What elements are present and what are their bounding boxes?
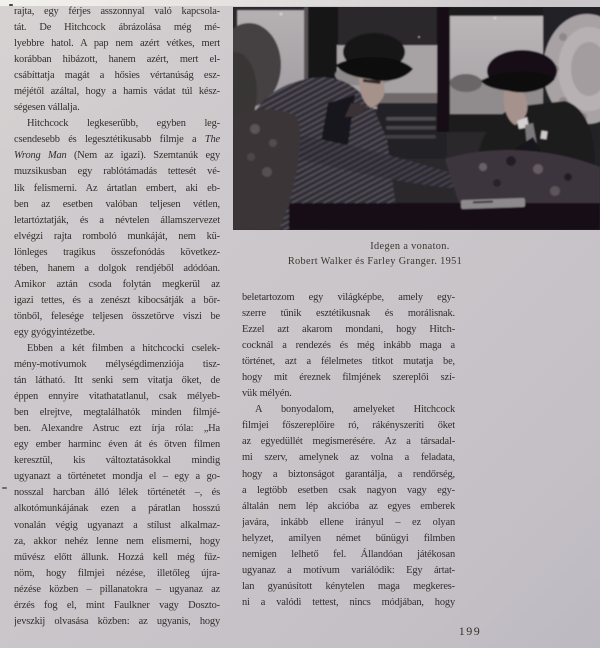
text-line: tát. De Hitchcock ábrázolása még mé- <box>14 22 220 34</box>
text-line: javára, inkább ellene irányul – ez olyan <box>242 516 455 528</box>
text-line: szerre tűnik esztétikusnak és morálisnak. <box>242 308 455 320</box>
text-line: A bonyodalom, amelyeket Hitchcock <box>255 404 455 416</box>
text-line: mi szerv, amelynek az volna a feladata, <box>242 452 455 464</box>
text-line: tében, hanem a dolgok rendjéből adódóan. <box>14 262 220 274</box>
text-line: alkotómunkájának ezen a páratlan hosszú <box>14 503 220 515</box>
text-line: vük mélyén. <box>242 388 292 400</box>
text-line: lan gyanúsított kénytelen maga megkeres- <box>242 580 455 592</box>
text-line: mény-motívumok mélységdimenziója tisz- <box>14 359 220 371</box>
pocket-square <box>540 131 547 140</box>
page-speck <box>9 4 13 6</box>
text-line: ugyanazt a történetet mondja el – egy a go- <box>14 471 220 483</box>
text-line: ugyanaz a motívum variálódik: Egy ártat- <box>242 564 455 576</box>
text-line: Ebben a két filmben a hitchcocki cselek- <box>27 342 220 354</box>
text-line: igazi tettes, és a zenészt kibocsátják a bör- <box>14 294 220 306</box>
text-line: Amikor aztán csoda folytán megkerül az <box>14 278 220 290</box>
text-line: ségesen vállalja. <box>14 102 80 114</box>
text-line: nézése közben – pillanatokra – ugyanaz az <box>14 583 220 595</box>
text-line: hogy a biztonságot garantálja, a rendőrség, <box>242 468 455 480</box>
text-line: ben az esetben valóban teljesen vétlen, <box>14 198 220 210</box>
photo-caption-title: Idegen a vonaton. <box>370 241 450 252</box>
text-line: rajta, egy férjes asszonnyal való kapcsola- <box>14 6 220 17</box>
text-line: Hitchcock legkeserűbb, egyben leg- <box>27 118 220 130</box>
text-line: nöm, hogy filmjei nézése, illetőleg újra- <box>14 567 220 579</box>
text-line: általán nem lép akcióba az egyes emberek <box>242 500 455 512</box>
text-line: nemigen lelhető fel. Állandóan játékosan <box>242 548 455 560</box>
text-line: csábíttatja magát a hősies vértanúság esz- <box>14 70 220 82</box>
text-line: helyzet, amilyen német bűnügyi filmben <box>242 532 455 544</box>
text-line: történet, azt a félelmetes titkot mutatja be, <box>242 356 455 368</box>
text-line: muzsikusban egy rablótámadás tettesét vé- <box>14 166 220 178</box>
text-line: ben. Alexandre Astruc ezt írja róla: „Ha <box>14 423 220 435</box>
text-line: Wrong Man (Nem az igazi). Szemtanúk egy <box>14 150 220 162</box>
text-line: tönből, felesége teljesen összetörve viszi be <box>14 310 220 322</box>
text-line: ni a valódi tettest, nincs módjában, hogy <box>242 596 455 608</box>
text-line: keresztül, kis változtatásokkal mindig <box>14 455 220 467</box>
text-line: jevszkij olvasása közben: az ugyanis, hogy <box>14 615 220 627</box>
text-line: egy gyógyintézetbe. <box>14 326 95 338</box>
photo-caption-credits: Robert Walker és Farley Granger. 1951 <box>287 256 463 267</box>
text-line: za, akkor nehéz lenne nem elismerni, hogy <box>14 535 220 547</box>
left-column <box>14 4 220 630</box>
film-still-photo <box>233 7 600 230</box>
page-speck <box>2 487 7 489</box>
text-line: korábban hibázott, hanem azért, mert el- <box>14 54 220 66</box>
text-line: az egyedüllét megismerésére. Az a társadal- <box>242 436 455 448</box>
right-column <box>242 290 455 611</box>
text-line: elvégzi rajta romboló munkáját, nem kü- <box>14 230 220 242</box>
text-line: a legtöbb esetben csak nagyon vagy egy- <box>242 484 455 496</box>
text-line: Ezzel azt akarom mondani, hogy Hitch- <box>242 324 455 336</box>
dust-speck <box>418 36 420 38</box>
text-line: lik felismerni. Az ártatlan embert, aki eb- <box>14 182 220 194</box>
text-line: cocknál a rendezés és még inkább maga a <box>242 340 455 352</box>
text-line: művész előtt állunk. Hozzá kell még fűz- <box>14 551 220 563</box>
film-still-illustration <box>233 7 600 230</box>
text-line: vonalán végig ugyanazt a stílust alkalmaz- <box>14 519 220 531</box>
text-line: éppen ennyire vitathatatlanul, csak mélyeb- <box>14 391 220 403</box>
page-number: 199 <box>458 624 482 638</box>
dust-speck <box>280 13 283 16</box>
text-line: egy ember harminc éven át és ötven filmen <box>14 439 220 451</box>
text-line: letartóztatják, és a névtelen államszervezet <box>14 214 220 226</box>
text-line: filmjei főszereplőire ró, rákényszeríti őket <box>242 420 455 432</box>
text-line: nosszal harcban álló lélek történetét –, és <box>14 487 220 499</box>
text-line: lönleges tragikus összefonódás következ- <box>14 246 220 258</box>
text-line: hogy mit éreznek filmjének szereplői szí- <box>242 372 455 384</box>
text-line: lyebbre hatol. A pap nem azért vétkes, mert <box>14 38 220 50</box>
text-line: beletartozom egy világképbe, amely egy- <box>242 292 455 303</box>
text-line: ben elrejtve, megtalálhatók minden filmjé- <box>14 407 220 419</box>
text-line: érzés fog el, mint Faulkner vagy Doszto- <box>14 599 220 611</box>
text-line: méjétől azáltal, hogy a hamis vádat túl kész- <box>14 86 220 98</box>
text-line: tán látható. Itt senki sem vitatja őket, de <box>14 375 220 387</box>
dust-speck <box>494 17 497 20</box>
text-line: csendesebb és legesztétikusabb filmje a The <box>14 134 220 146</box>
